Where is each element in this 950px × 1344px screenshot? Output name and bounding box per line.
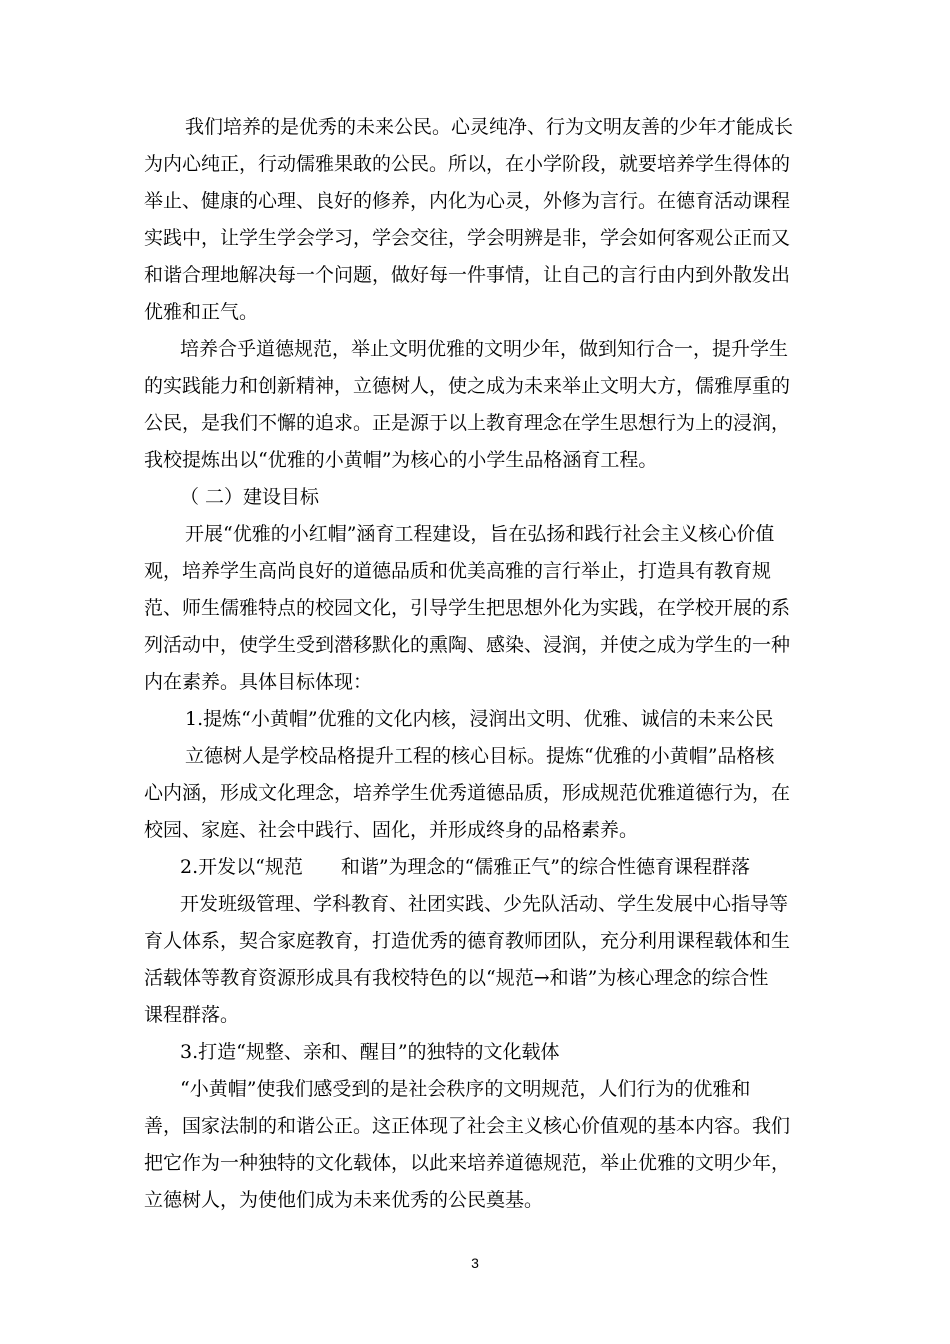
section-heading: （ 二）建设目标 [180,486,320,508]
paragraph-line: 活载体等教育资源形成具有我校特色的以“规范→和谐”为核心理念的综合性 [144,967,769,989]
paragraph-line: 公民，是我们不懈的追求。正是源于以上教育理念在学生思想行为上的浸润， [144,412,791,434]
paragraph-line: 育人体系，契合家庭教育，打造优秀的德育教师团队，充分利用课程载体和生 [144,930,791,952]
item-title: 2.开发以“规范 和谐”为理念的“儒雅正气”的综合性德育课程群落 [180,856,750,878]
paragraph-line: 举止、健康的心理、良好的修养，内化为心灵，外修为言行。在德育活动课程 [144,190,791,212]
paragraph-line: 优雅和正气。 [144,301,259,323]
paragraph-line: 的实践能力和创新精神，立德树人，使之成为未来举止文明大方，儒雅厚重的 [144,375,791,397]
page-number: 3 [471,1255,479,1271]
paragraph-line: 课程群落。 [144,1004,240,1026]
paragraph-line: 范、师生儒雅特点的校园文化，引导学生把思想外化为实践，在学校开展的系 [144,597,791,619]
paragraph-line: 立德树人是学校品格提升工程的核心目标。提炼“优雅的小黄帽”品格核 [185,745,775,767]
paragraph-line: 我校提炼出以“优雅的小黄帽”为核心的小学生品格涵育工程。 [144,449,658,471]
paragraph-line: 观，培养学生高尚良好的道德品质和优美高雅的言行举止，打造具有教育规 [144,560,772,582]
paragraph-line: 开展“优雅的小红帽”涵育工程建设，旨在弘扬和践行社会主义核心价值 [185,523,775,545]
paragraph-line: 列活动中，使学生受到潜移默化的熏陶、感染、浸润，并使之成为学生的一种 [144,634,791,656]
paragraph-line: 和谐合理地解决每一个问题，做好每一件事情，让自己的言行由内到外散发出 [144,264,791,286]
paragraph-line: 把它作为一种独特的文化载体，以此来培养道德规范，举止优雅的文明少年， [144,1152,791,1174]
paragraph-line: “小黄帽”使我们感受到的是社会秩序的文明规范，人们行为的优雅和 [180,1078,751,1100]
item-title: 3.打造“规整、亲和、醒目”的独特的文化载体 [180,1041,560,1063]
item-title: 1.提炼“小黄帽”优雅的文化内核，浸润出文明、优雅、诚信的未来公民 [185,708,774,730]
paragraph-line: 立德树人，为使他们成为未来优秀的公民奠基。 [144,1189,544,1211]
paragraph-line: 校园、家庭、社会中践行、固化，并形成终身的品格素养。 [144,819,639,841]
paragraph-line: 善，国家法制的和谐公正。这正体现了社会主义核心价值观的基本内容。我们 [144,1115,791,1137]
paragraph-line: 为内心纯正，行动儒雅果敢的公民。所以，在小学阶段，就要培养学生得体的 [144,153,791,175]
paragraph-line: 开发班级管理、学科教育、社团实践、少先队活动、学生发展中心指导等 [180,893,789,915]
paragraph-line: 心内涵，形成文化理念，培养学生优秀道德品质，形成规范优雅道德行为，在 [144,782,791,804]
paragraph-line: 培养合乎道德规范，举止文明优雅的文明少年，做到知行合一，提升学生 [180,338,789,360]
paragraph-line: 内在素养。具体目标体现： [144,671,373,693]
paragraph-line: 我们培养的是优秀的未来公民。心灵纯净、行为文明友善的少年才能成长 [185,116,794,138]
paragraph-line: 实践中，让学生学会学习，学会交往，学会明辨是非，学会如何客观公正而又 [144,227,791,249]
